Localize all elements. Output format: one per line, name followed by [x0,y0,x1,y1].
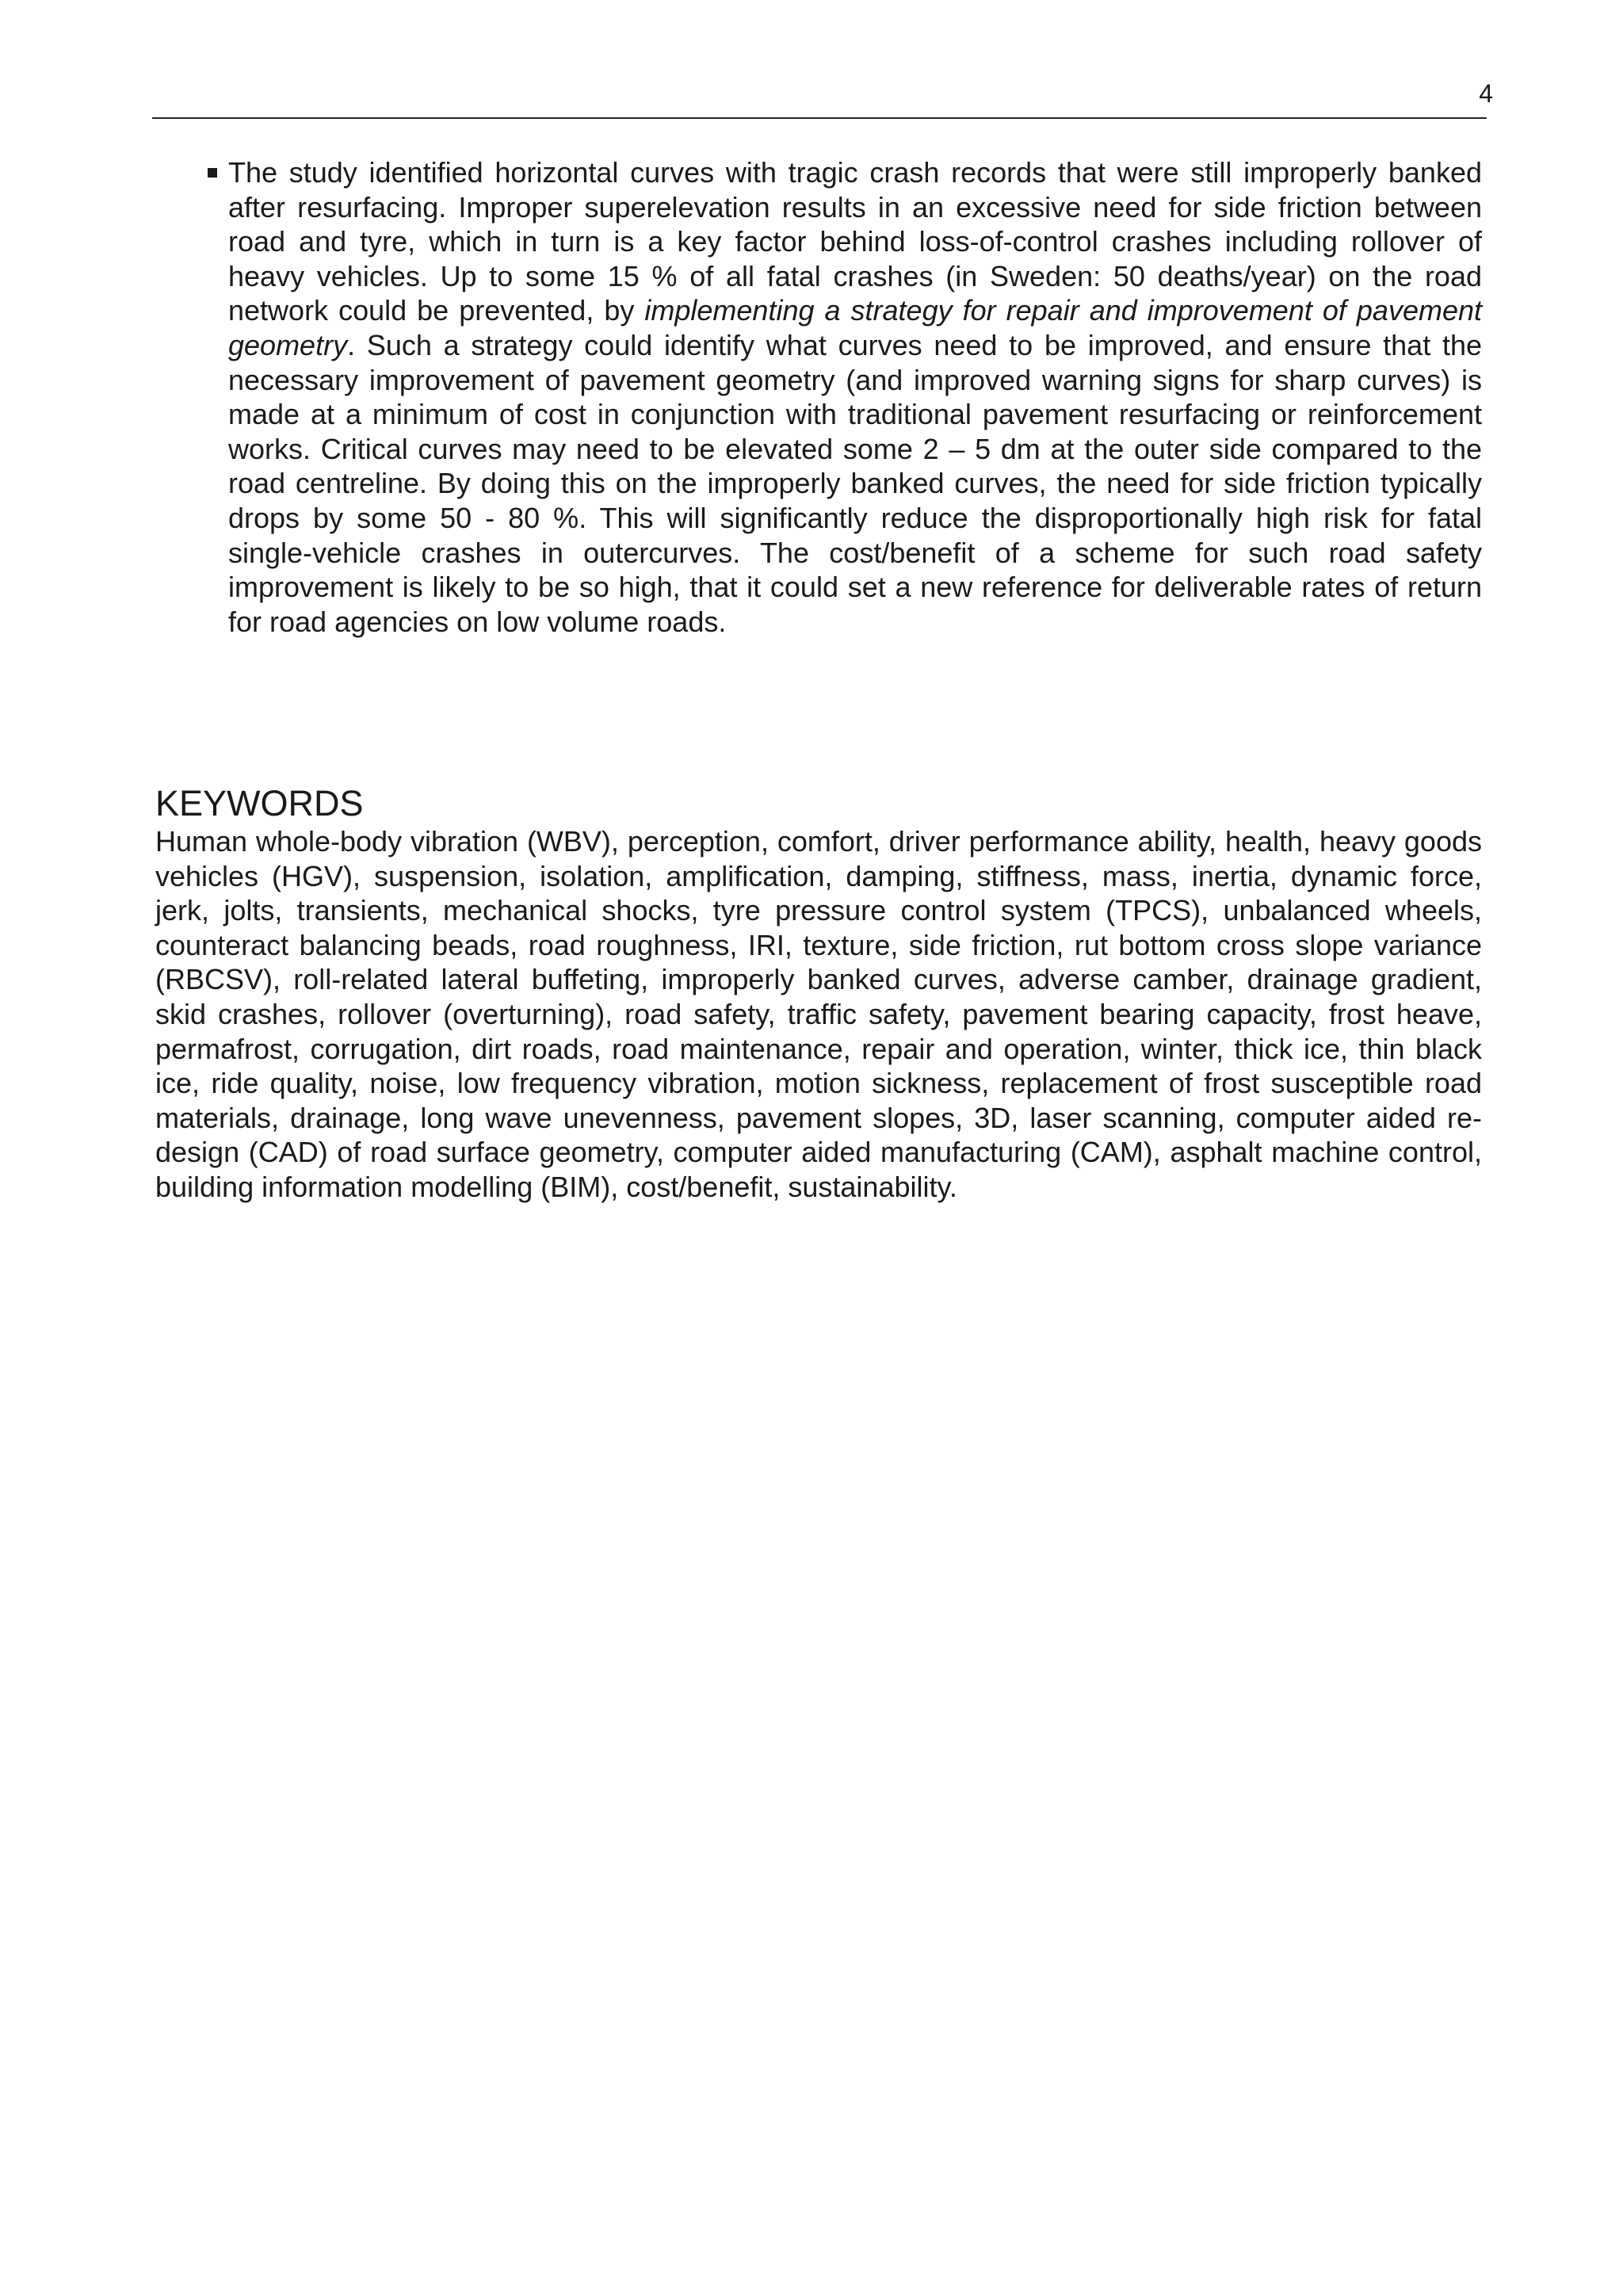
bullet-text-emphasis: implementing a strategy for repair and improvement of pavement geometry [228,294,1483,361]
bullet-text-part2: . Such a strategy could identify what curves need to be improved, and ensure that the necessary improvement of pavement geometry (and improved warning signs for sharp curves) is made at a minimum of cost in conjunction with traditional pavement resurfacing or reinforcement works. Critical curves may need to be elevated some 2 – 5 dm at the outer side compared to the road centreline. By doing this on the improperly banked curves, the need for side friction typically drops by some 50 - 80 %. This will significantly reduce the disproportionally high risk for fatal single-vehicle crashes in outercurves. The cost/benefit of a scheme for such road safety improvement is likely to be so high, that it could set a new reference for deliverable rates of return for road agencies on low volume roads. [228,328,1482,638]
page-number: 4 [1479,79,1493,108]
bullet-text-part1: The study identified horizontal curves with tragic crash records that were still improperly banked after resurfacing. Improper superelevation results in an excessive need for side friction between road and tyre, which in turn is a key factor behind loss-of-control crashes including rollover of heavy vehicles. Up to some 15 % of all fatal crashes (in Sweden: 50 deaths/year) on the road network could be prevented, by [228,156,1482,327]
keywords-body: Human whole-body vibration (WBV), perception, comfort, driver performance ability, health, heavy goods vehicles (HGV), suspension, isolation, amplification, damping, stiffness, mass, inertia, dynamic force, jerk, jolts, transients, mechanical shocks, tyre pressure control system (TPCS), unbalanced wheels, counteract balancing beads, road roughness, IRI, texture, side friction, rut bottom cross slope variance (RBCSV), roll-related lateral buffeting, improperly banked curves, adverse camber, drainage gradient, skid crashes, rollover (overturning), road safety, traffic safety, pavement bearing capacity, frost heave, permafrost, corrugation, dirt roads, road maintenance, repair and operation, winter, thick ice, thin black ice, ride quality, noise, low frequency vibration, motion sickness, replacement of frost susceptible road materials, drainage, long wave unevenness, pavement slopes, 3D, laser scanning, computer aided re-design (CAD) of road surface geometry, computer aided manufacturing (CAM), asphalt machine control, building information modelling (BIM), cost/benefit, sustainability. [155,825,1482,1203]
bullet-list-item [208,155,1482,639]
bullet-paragraph [228,155,1482,639]
square-bullet-icon [208,168,217,178]
header-rule [152,117,1487,119]
keywords-heading: KEYWORDS [155,783,364,823]
